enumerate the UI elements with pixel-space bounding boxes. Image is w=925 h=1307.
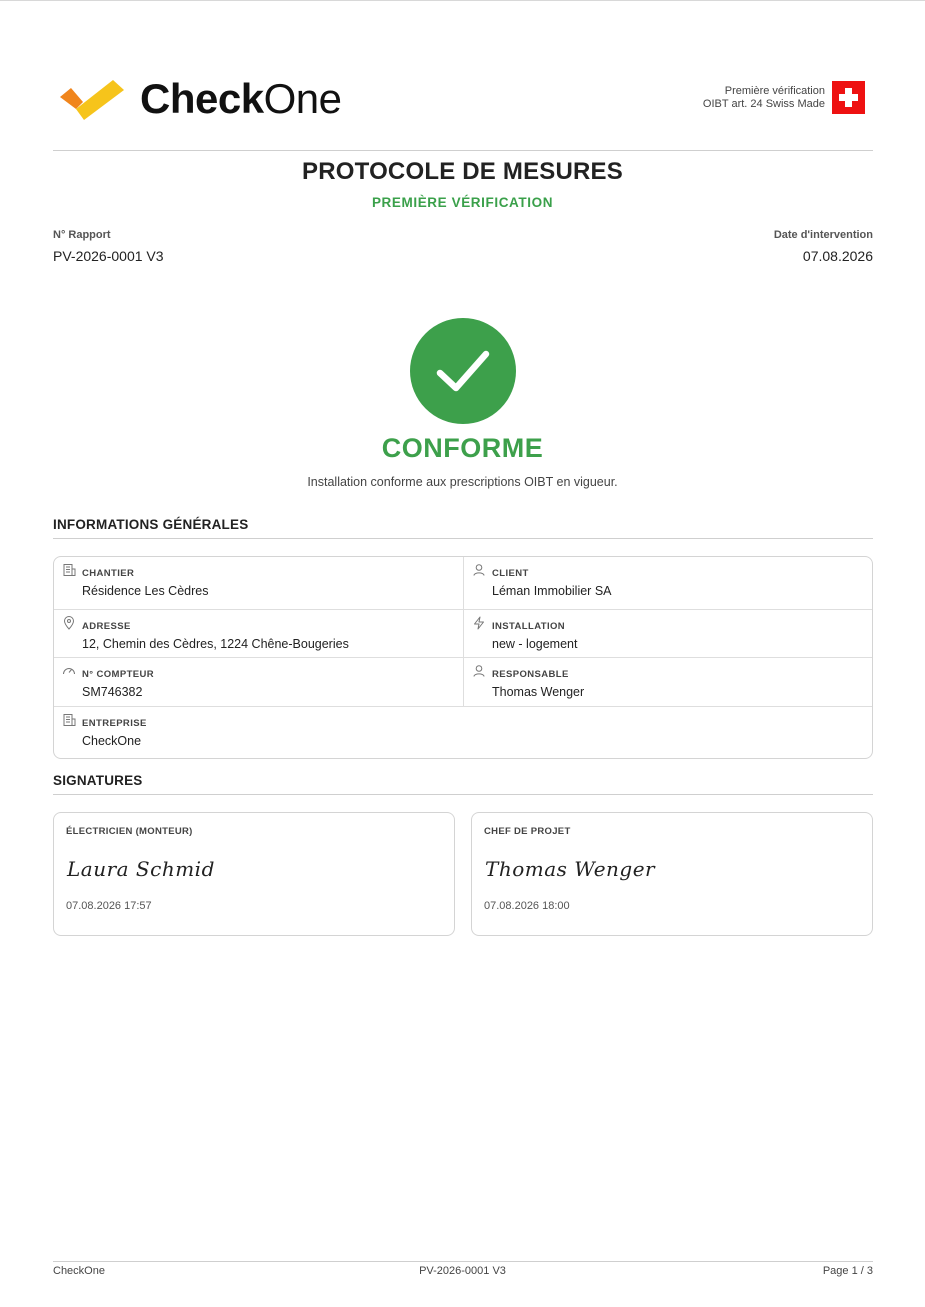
signature-datetime: 07.08.2026 18:00 (484, 900, 570, 912)
header-line-2: OIBT art. 24 Swiss Made (702, 97, 825, 110)
user-icon (472, 664, 486, 678)
field-value: Thomas Wenger (492, 685, 585, 699)
status-label: CONFORME (381, 433, 544, 463)
field-label: N° COMPTEUR (82, 669, 155, 680)
field-value: 12, Chemin des Cèdres, 1224 Chêne-Bougeries (82, 637, 349, 651)
building-icon (62, 713, 76, 727)
field-chantier (54, 557, 463, 609)
building-icon (62, 563, 76, 577)
field-label: ENTREPRISE (82, 718, 147, 729)
field-value: Résidence Les Cèdres (82, 584, 209, 598)
signature-card-project-manager (471, 812, 873, 936)
general-info-divider (53, 538, 873, 539)
bolt-icon (472, 616, 486, 630)
gauge-icon (62, 664, 76, 678)
signature-image: Laura Schmid (67, 857, 215, 881)
signature-role: CHEF DE PROJET (484, 826, 571, 837)
logo-wordmark (140, 74, 341, 124)
signatures-divider (53, 794, 873, 795)
footer-divider (53, 1261, 873, 1262)
field-label: INSTALLATION (492, 621, 566, 632)
signature-image: Thomas Wenger (485, 857, 656, 881)
top-border (0, 0, 925, 1)
intervention-date-label: Date d'intervention (773, 229, 873, 241)
status-badge (410, 318, 516, 424)
field-compteur (54, 658, 463, 706)
document-subtitle: PREMIÈRE VÉRIFICATION (371, 195, 554, 210)
checkone-logo-icon (58, 76, 126, 122)
document-title: PROTOCOLE DE MESURES (302, 158, 623, 185)
field-responsable (464, 658, 873, 706)
intervention-date-value: 07.08.2026 (802, 248, 873, 264)
field-value: SM746382 (82, 685, 143, 699)
field-label: ADRESSE (82, 621, 131, 632)
header-verification-info (703, 81, 865, 114)
footer-page-number: Page 1 / 3 (822, 1265, 873, 1277)
signatures-title: SIGNATURES (53, 773, 143, 788)
logo-text-light: One (263, 75, 342, 122)
check-icon (433, 341, 493, 401)
user-icon (472, 563, 486, 577)
report-number-value: PV-2026-0001 V3 (53, 248, 164, 264)
status-description: Installation conforme aux prescriptions OIBT en vigueur. (307, 475, 618, 489)
header-line-1: Première vérification (724, 84, 825, 97)
field-label: CHANTIER (82, 568, 135, 579)
signature-datetime: 07.08.2026 17:57 (66, 900, 152, 912)
field-client (464, 557, 873, 609)
field-installation (464, 610, 873, 657)
footer-company: CheckOne (53, 1265, 105, 1277)
logo-text-bold: Check (140, 75, 264, 122)
general-info-title: INFORMATIONS GÉNÉRALES (53, 517, 249, 532)
field-adresse (54, 610, 463, 657)
footer-report-number: PV-2026-0001 V3 (419, 1265, 506, 1277)
signature-role: ÉLECTRICIEN (MONTEUR) (66, 826, 193, 837)
signature-card-electrician (53, 812, 455, 936)
field-value: CheckOne (82, 734, 142, 748)
field-label: RESPONSABLE (492, 669, 569, 680)
header-divider (53, 150, 873, 151)
map-pin-icon (62, 616, 76, 630)
company-logo (58, 74, 341, 124)
field-entreprise (54, 707, 873, 759)
field-value: Léman Immobilier SA (492, 584, 612, 598)
report-number-label: N° Rapport (53, 229, 111, 241)
general-info-table (53, 556, 873, 759)
field-label: CLIENT (492, 568, 529, 579)
swiss-flag-icon (832, 81, 865, 114)
field-value: new - logement (492, 637, 578, 651)
